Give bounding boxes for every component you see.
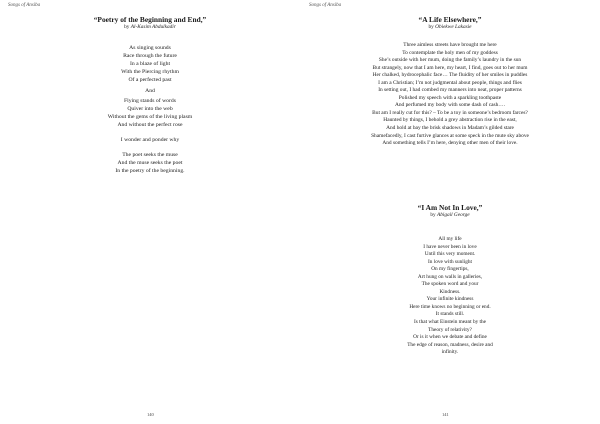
poem-line: Three aimless streets have brought me here xyxy=(403,42,497,48)
poem-line: But strangely, now that I am here, my heart, I find, goes out to her mum xyxy=(372,64,528,71)
poem-line: Race through the future xyxy=(123,52,177,59)
poem-body xyxy=(300,236,600,357)
stanza-break xyxy=(0,130,300,137)
poem-line: Her chalked, hydrocephalic face… The fluidity of her smiles in puddles xyxy=(372,72,528,79)
poem-line: And hold at bay the brisk shadows in Madam’s gilded stare xyxy=(386,125,514,132)
poem-line: Until this very moment. xyxy=(424,251,476,258)
poem-title: “Poetry of the Beginning and End,” xyxy=(93,15,207,24)
poem-line: In a blaze of light xyxy=(129,60,171,67)
poem-line: I wonder and ponder why xyxy=(120,137,180,144)
page-number: 141 xyxy=(442,412,449,417)
right-page xyxy=(300,0,600,424)
poem-line: In setting out, I had combed my manners into neat, proper patterns xyxy=(378,87,522,94)
poem-line: And without the perfect rose xyxy=(117,122,183,129)
by-label: by xyxy=(430,212,436,218)
page-number: 140 xyxy=(147,412,154,417)
poem-line: The edge of reason, madness, desire and xyxy=(407,341,493,348)
poem-author: Al-Kasim Abdulkadir xyxy=(130,24,176,30)
poem-body xyxy=(0,45,300,176)
poem-title: “A Life Elsewhere,” xyxy=(418,15,482,24)
poem-line: Theory of relativity? xyxy=(428,326,472,333)
poem-line: Is that what Einstein meant by the xyxy=(413,319,487,326)
poem-line: Shamefacedly, I cast furtive glances at some speck in the mute sky above xyxy=(371,132,529,139)
poem-line: But am I really cut for this? – To be a toy in someone’s bedroom farces? xyxy=(372,109,528,116)
poem-line: The poet seeks the muse xyxy=(122,151,178,158)
poem-line: With the Piercing rhythm xyxy=(121,68,179,75)
stanza-break xyxy=(0,145,300,152)
poem-line: And xyxy=(145,87,155,94)
poem xyxy=(300,15,600,148)
poem-line: Haunted by things, I behold a grey abstraction rise in the east, xyxy=(383,117,517,124)
running-header: Songs of Ansiba xyxy=(8,3,41,8)
poem-author: Obiekwe Lakasie xyxy=(435,24,472,30)
poem-line: Kindness. xyxy=(439,288,461,295)
poem-line: In love with sunlight xyxy=(428,258,472,265)
poem-line: Art hung on walls in galleries, xyxy=(417,273,483,280)
poem-line: All my life xyxy=(438,236,462,242)
poem-author: Abigail George xyxy=(437,212,470,218)
poem-line: In the poetry of the beginning. xyxy=(115,167,185,174)
poem-line: Polished my speech with a sparkling toothpaste xyxy=(398,94,502,101)
poem-byline xyxy=(300,24,600,31)
poem-line: Here time knows no beginning or end. xyxy=(409,303,491,310)
poem-line: She’s outside with her mum, doing the family’s laundry in the sun xyxy=(378,57,522,64)
poem-line: And something tells I’m here, denying other men of their love. xyxy=(382,140,518,147)
poem-line: To contemplate the holy men of my goddess xyxy=(402,49,498,56)
poem-line: Of a perfected past xyxy=(128,76,172,83)
poem-line: Or is it when we debate and define xyxy=(413,334,487,341)
poem-title: “I Am Not In Love,” xyxy=(417,203,483,212)
poem-line: It stands still. xyxy=(435,311,465,318)
by-label: by xyxy=(124,24,130,30)
poem-byline xyxy=(0,24,300,31)
poem-byline xyxy=(300,212,600,219)
by-label: by xyxy=(428,24,434,30)
poem-line: I am a Christian; I’m not judgmental about people, things and flies xyxy=(378,79,522,86)
poem-line: On my fingertips, xyxy=(431,266,469,273)
poem-line: The spoken word and your xyxy=(421,281,479,288)
poem-line: As singing sounds xyxy=(129,45,171,51)
poem xyxy=(300,203,600,357)
poem-line: I have never been in love xyxy=(423,243,477,250)
poem-line: Flying stands of words xyxy=(124,98,176,105)
poem-line: Without the gems of the living plasm xyxy=(107,114,193,121)
poem-line: infinity. xyxy=(441,349,459,356)
poem xyxy=(0,15,300,176)
poem-line: And perfumed my body with some dash of cash…. xyxy=(394,102,506,109)
poem-body xyxy=(300,42,600,148)
poem-line: Your infinite kindness xyxy=(426,296,474,303)
poem-line: Quiver into the web xyxy=(127,106,173,113)
running-header: Songs of Ansiba xyxy=(309,3,342,8)
poem-line: And the muse seeks the poet xyxy=(117,159,183,166)
